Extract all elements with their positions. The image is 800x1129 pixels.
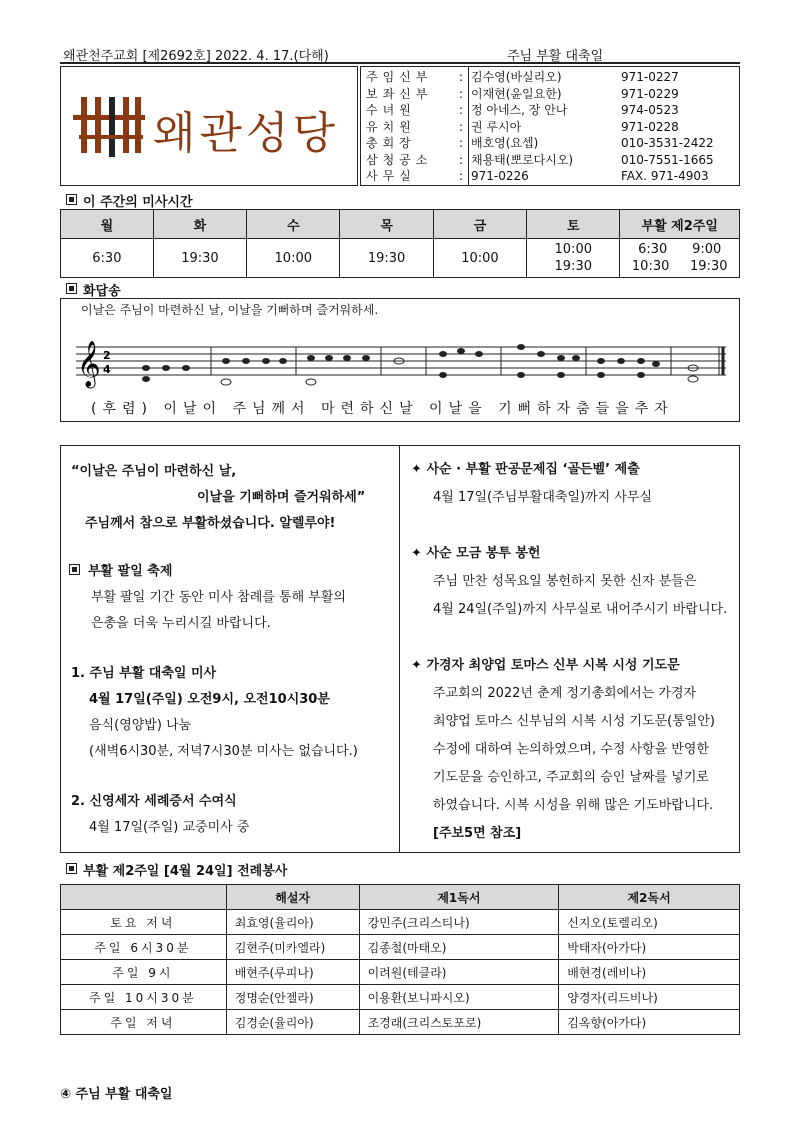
staff-row xyxy=(361,168,739,185)
mass-time-cell: 19:30 xyxy=(340,239,433,278)
psalm-section-title: 화답송 xyxy=(60,280,121,296)
staff-name: 이재현(윤일요한) xyxy=(471,86,562,101)
easter-quote-line1: “이날은 주님이 마련하신 날, xyxy=(71,464,237,479)
mass-day-header: 수 xyxy=(247,210,340,239)
octave-text-2: 은총을 더욱 누리시길 바랍니다. xyxy=(91,616,271,631)
bulletin-header xyxy=(60,45,740,63)
duty-section-title: 부활 제2주일 [4월 24일] 전례봉사 xyxy=(60,860,287,876)
mass-time-cell: 10:00 xyxy=(433,239,526,278)
mass-day-header: 월 xyxy=(61,210,154,239)
liturgy-duty-table xyxy=(60,884,740,1035)
mass-time-cell: 6:30 9:00 10:30 19:30 xyxy=(620,239,740,278)
staff-directory xyxy=(360,66,740,186)
column-divider xyxy=(399,446,400,852)
staff-colon: : xyxy=(459,152,464,167)
duty-column-header: 제2독서 xyxy=(559,885,740,910)
diamond-bullet-icon: ✦ xyxy=(411,546,422,561)
bullet-square-icon xyxy=(66,194,77,205)
duty-row xyxy=(61,935,740,960)
staff-phone: 010-3531-2422 xyxy=(621,136,714,150)
staff-role: 주임신부 xyxy=(366,70,433,84)
parish-logo-box xyxy=(60,66,358,186)
duty-mass-label: 주일 9시 xyxy=(61,960,227,985)
staff-name: 권 루시아 xyxy=(471,119,522,134)
issue-info: 왜관천주교회 [제2692호] 2022. 4. 17.(다해) xyxy=(63,49,329,64)
staff-name: 배호영(요셉) xyxy=(471,136,539,150)
staff-row xyxy=(361,135,739,152)
octave-text-1: 부활 팔일 기간 동안 미사 참례를 통해 부활의 xyxy=(91,590,346,605)
duty-mass-label: 토요 저녁 xyxy=(61,910,227,935)
duty-server-name: 신지오(토렐리오) xyxy=(559,910,740,935)
mass-time-cell: 19:30 xyxy=(153,239,246,278)
mass-day-header: 토 xyxy=(527,210,620,239)
duty-server-name: 강민주(크리스티나) xyxy=(359,910,559,935)
item1-title: 1. 주님 부활 대축일 미사 xyxy=(71,666,217,681)
staff-colon: : xyxy=(459,103,464,117)
psalm-music-staff xyxy=(71,329,731,397)
bullet-square-icon xyxy=(69,564,80,575)
staff-role: 보좌신부 xyxy=(366,86,433,101)
notice-b-line2: 4월 24일(주일)까지 사무실로 내어주시기 바랍니다. xyxy=(433,602,728,617)
notice-c-title: ✦ 가경자 최양업 토마스 신부 시복 시성 기도문 xyxy=(411,658,680,673)
staff-phone: 971-0227 xyxy=(621,70,679,84)
mass-time-cell: 10:00 xyxy=(247,239,340,278)
staff-row xyxy=(361,69,739,86)
psalm-intro: 이날은 주님이 마련하신 날, 이날을 기뻐하며 즐거워하세. xyxy=(81,303,379,317)
staff-phone: 010-7551-1665 xyxy=(621,152,714,167)
staff-name: 정 아네스, 장 안나 xyxy=(471,103,568,117)
staff-colon: : xyxy=(459,119,464,134)
mass-day-header: 목 xyxy=(340,210,433,239)
diamond-bullet-icon: ✦ xyxy=(411,462,422,477)
staff-row xyxy=(361,119,739,136)
mass-section-title: 이 주간의 미사시간 xyxy=(60,191,193,207)
duty-server-name: 양경자(리드비나) xyxy=(559,985,740,1010)
parish-name: 왜관성당 xyxy=(153,108,340,159)
easter-quote-line3: 주님께서 참으로 부활하셨습니다. 알렐루야! xyxy=(85,516,336,531)
duty-row xyxy=(61,960,740,985)
header-rule xyxy=(60,62,740,64)
staff-colon: : xyxy=(459,86,464,101)
staff-role: 사무실 xyxy=(366,169,416,183)
notice-c-line2: 최양업 토마스 신부님의 시복 시성 기도문(통일안) xyxy=(433,714,715,729)
notice-c-line6: [주보5면 참조] xyxy=(433,826,522,841)
staff-row xyxy=(361,86,739,103)
notice-c-line1: 주교회의 2022년 춘계 정기총회에서는 가경자 xyxy=(433,686,697,701)
staff-phone: FAX. 971-4903 xyxy=(621,169,709,183)
parish-emblem-icon xyxy=(71,93,147,159)
duty-server-name: 김옥향(아가다) xyxy=(559,1010,740,1035)
psalm-box xyxy=(60,298,740,422)
notice-c-line5: 하였습니다. 시복 시성을 위해 많은 기도바랍니다. xyxy=(433,798,714,813)
item1-line3: (새벽6시30분, 저녁7시30분 미사는 없습니다.) xyxy=(89,744,358,759)
staff-name: 971-0226 xyxy=(471,169,529,183)
notice-b-line1: 주님 만찬 성목요일 봉헌하지 못한 신자 분들은 xyxy=(433,574,697,589)
duty-mass-label: 주일 6시30분 xyxy=(61,935,227,960)
page-footer: ④ 주님 부활 대축일 xyxy=(60,1087,173,1102)
svg-text:2: 2 xyxy=(103,349,111,362)
staff-phone: 971-0228 xyxy=(621,119,679,134)
notices-box xyxy=(60,445,740,853)
staff-role: 총회장 xyxy=(366,136,416,150)
duty-mass-label: 주일 10시30분 xyxy=(61,985,227,1010)
mass-times-table xyxy=(60,209,740,278)
duty-server-name: 정명순(안젤라) xyxy=(226,985,359,1010)
item1-line2: 음식(영양밥) 나눔 xyxy=(89,718,192,733)
duty-server-name: 조경래(크리스토포로) xyxy=(359,1010,559,1035)
duty-server-name: 박태자(아가다) xyxy=(559,935,740,960)
item1-line1: 4월 17일(주일) 오전9시, 오전10시30분 xyxy=(89,692,330,707)
duty-server-name: 김종철(마태오) xyxy=(359,935,559,960)
duty-server-name: 김경순(율리아) xyxy=(226,1010,359,1035)
bullet-square-icon xyxy=(66,863,77,874)
duty-mass-label: 주일 저녁 xyxy=(61,1010,227,1035)
mass-time-cell: 6:30 xyxy=(61,239,154,278)
staff-colon: : xyxy=(459,169,464,183)
svg-text:𝄞: 𝄞 xyxy=(77,341,101,387)
duty-server-name: 배현주(루피나) xyxy=(226,960,359,985)
diamond-bullet-icon: ✦ xyxy=(411,658,422,673)
staff-row xyxy=(361,102,739,119)
mass-day-header: 부활 제2주일 xyxy=(620,210,740,239)
mass-time-cell: 10:00 19:30 xyxy=(527,239,620,278)
duty-column-header: 제1독서 xyxy=(359,885,559,910)
octave-title: 부활 팔일 축제 xyxy=(69,560,172,579)
duty-server-name: 이려원(테클라) xyxy=(359,960,559,985)
duty-server-name: 김현주(미카엘라) xyxy=(226,935,359,960)
staff-role: 수녀원 xyxy=(366,103,416,117)
mass-day-header: 금 xyxy=(433,210,526,239)
staff-name: 채용태(뽀로다시오) xyxy=(471,152,574,167)
duty-row xyxy=(61,985,740,1010)
notice-c-line4: 기도문을 승인하고, 주교회의 승인 날짜를 넣기로 xyxy=(433,770,709,785)
duty-server-name: 배현경(레비나) xyxy=(559,960,740,985)
duty-column-header: 해설자 xyxy=(226,885,359,910)
staff-phone: 971-0229 xyxy=(621,86,679,101)
duty-column-header xyxy=(61,885,227,910)
duty-server-name: 최효영(율리아) xyxy=(226,910,359,935)
staff-name: 김수영(바실리오) xyxy=(471,70,562,84)
duty-row xyxy=(61,910,740,935)
svg-text:4: 4 xyxy=(103,363,111,376)
item2-line1: 4월 17일(주일) 교중미사 중 xyxy=(89,820,250,835)
psalm-refrain-lyric: (후렴) 이날이 주님께서 마련하신날 이날을 기뻐하자춤들을추자 xyxy=(91,401,674,417)
duty-server-name: 이용환(보니파시오) xyxy=(359,985,559,1010)
staff-role: 삼청공소 xyxy=(366,152,433,167)
staff-role: 유치원 xyxy=(366,119,416,134)
mass-day-header: 화 xyxy=(153,210,246,239)
notice-a-line1: 4월 17일(주님부활대축일)까지 사무실 xyxy=(433,490,653,505)
bullet-square-icon xyxy=(66,283,77,294)
easter-quote-line2: 이날을 기뻐하며 즐거워하세” xyxy=(197,490,366,505)
staff-colon: : xyxy=(459,136,464,150)
notice-b-title: ✦ 사순 모금 봉투 봉헌 xyxy=(411,546,541,561)
item2-title: 2. 신영세자 세례증서 수여식 xyxy=(71,794,237,809)
notice-a-title: ✦ 사순 · 부활 판공문제집 ‘골든벨’ 제출 xyxy=(411,462,640,477)
staff-phone: 974-0523 xyxy=(621,103,679,117)
duty-row xyxy=(61,1010,740,1035)
feast-title: 주님 부활 대축일 xyxy=(507,49,604,64)
notice-c-line3: 수정에 대하여 논의하였으며, 수정 사항을 반영한 xyxy=(433,742,709,757)
staff-row xyxy=(361,152,739,169)
staff-colon: : xyxy=(459,70,464,84)
